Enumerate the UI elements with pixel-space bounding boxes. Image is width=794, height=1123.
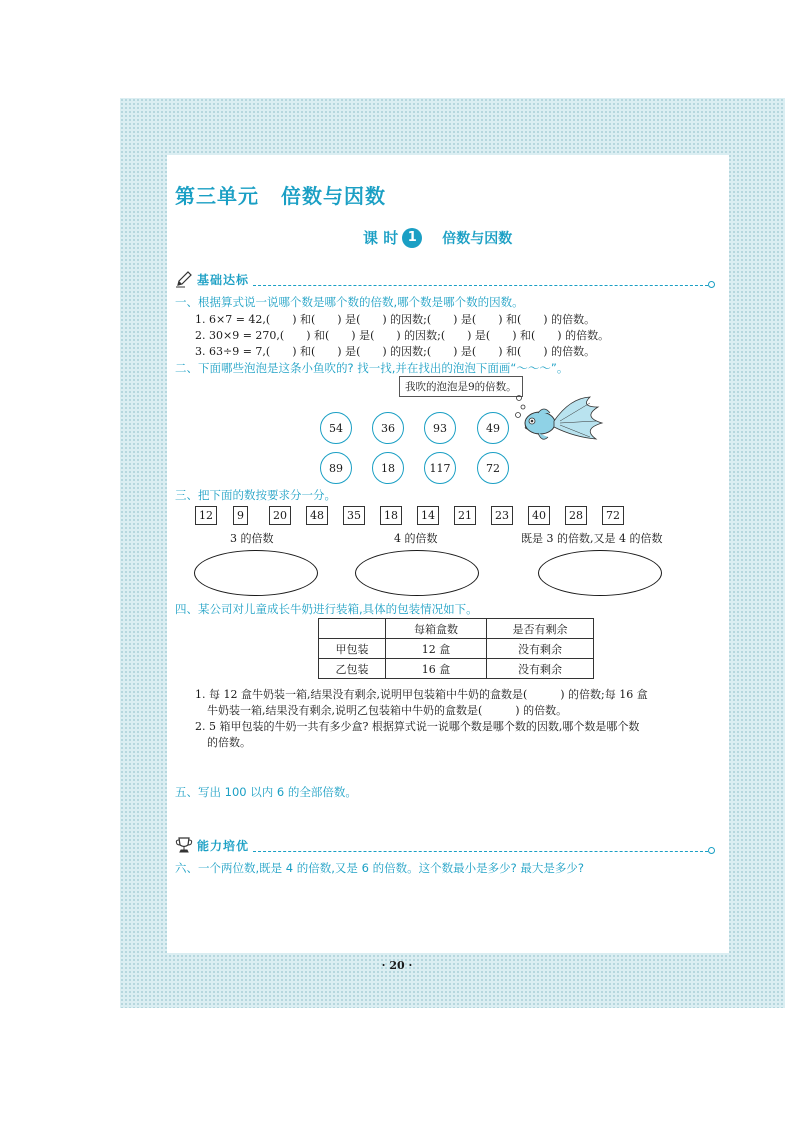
pencil-icon [175,270,193,288]
page-number: · 20 · [381,959,413,972]
table-cell: 没有剩余 [487,659,594,679]
bubble: 18 [372,452,404,484]
bubble: 72 [477,452,509,484]
number-box: 72 [602,506,624,525]
question-4-sub-2-line-2: 的倍数。 [207,736,251,749]
bubble: 36 [372,412,404,444]
bubble: 49 [477,412,509,444]
number-box: 48 [306,506,328,525]
unit-name: 倍数与因数 [281,184,386,208]
number-box: 9 [233,506,248,525]
bubble: 93 [424,412,456,444]
unit-number: 第三单元 [175,184,259,208]
answer-ellipse[interactable] [538,550,662,596]
bubble: 54 [320,412,352,444]
section-advanced-header [175,834,715,854]
table-cell: 16 盒 [386,659,487,679]
number-box: 40 [528,506,550,525]
table-header-cell: 每箱盒数 [386,619,487,639]
category-label-multiple-of-4: 4 的倍数 [394,532,438,545]
number-box: 12 [195,506,217,525]
table-header-row [319,619,594,639]
number-box: 35 [343,506,365,525]
number-box: 21 [454,506,476,525]
table-cell: 甲包装 [319,639,386,659]
table-row [319,659,594,679]
table-row [319,639,594,659]
number-box: 23 [491,506,513,525]
table-cell: 没有剩余 [487,639,594,659]
table-header-cell [319,619,386,639]
question-4-title: 四、某公司对儿童成长牛奶进行装箱,具体的包装情况如下。 [175,602,478,616]
lesson-header [363,227,512,248]
question-2-title: 二、下面哪些泡泡是这条小鱼吹的? 找一找,并在找出的泡泡下面画“～～～”。 [175,361,569,375]
bubble: 89 [320,452,352,484]
divider-end-dot [708,281,715,288]
number-box: 20 [269,506,291,525]
packaging-table [318,618,594,679]
number-box: 18 [380,506,402,525]
trophy-icon [175,836,193,854]
question-4-sub-1-line-2: 牛奶装一箱,结果没有剩余,说明乙包装箱中牛奶的盒数是( ) 的倍数。 [207,704,568,717]
question-1-line-3: 3. 63÷9 = 7,( ) 和( ) 是( ) 的因数;( ) 是( ) 和( ) 的倍数。 [195,345,596,358]
lesson-number-badge: 1 [402,228,422,248]
lesson-title: 倍数与因数 [442,230,513,247]
question-4-sub-1-line-1: 1. 每 12 盒牛奶装一箱,结果没有剩余,说明甲包装箱中牛奶的盒数是( ) 的倍数;每 16 盒 [195,688,648,701]
question-6-title: 六、一个两位数,既是 4 的倍数,又是 6 的倍数。这个数最小是多少? 最大是多少? [175,861,584,875]
section-divider [253,285,708,286]
answer-ellipse[interactable] [194,550,318,596]
table-cell: 乙包装 [319,659,386,679]
category-label-multiple-of-3: 3 的倍数 [230,532,274,545]
category-label-multiple-of-both: 既是 3 的倍数,又是 4 的倍数 [521,532,663,545]
question-4-sub-2-line-1: 2. 5 箱甲包装的牛奶一共有多少盒? 根据算式说一说哪个数是哪个数的因数,哪个数是哪个数 [195,720,640,733]
fish-speech-box: 我吹的泡泡是9的倍数。 [399,376,523,397]
question-5-title: 五、写出 100 以内 6 的全部倍数。 [175,785,357,799]
divider-end-dot [708,847,715,854]
number-box: 14 [417,506,439,525]
question-1-line-1: 1. 6×7 = 42,( ) 和( ) 是( ) 的因数;( ) 是( ) 和( ) 的倍数。 [195,313,596,326]
table-header-cell: 是否有剩余 [487,619,594,639]
bubble: 117 [424,452,456,484]
section-basic-header [175,268,715,288]
table-cell: 12 盒 [386,639,487,659]
goldfish-illustration [510,393,605,445]
section-advanced-label: 能力培优 [197,839,250,853]
question-3-title: 三、把下面的数按要求分一分。 [175,488,336,502]
number-box: 28 [565,506,587,525]
question-1-line-2: 2. 30×9 = 270,( ) 和( ) 是( ) 的因数;( ) 是( ) 和( ) 的倍数。 [195,329,610,342]
section-divider [253,851,708,852]
section-basic-label: 基础达标 [197,273,250,287]
answer-ellipse[interactable] [355,550,479,596]
question-1-title: 一、根据算式说一说哪个数是哪个数的倍数,哪个数是哪个数的因数。 [175,295,524,309]
lesson-label: 课 时 [363,229,399,247]
unit-title [175,180,386,209]
